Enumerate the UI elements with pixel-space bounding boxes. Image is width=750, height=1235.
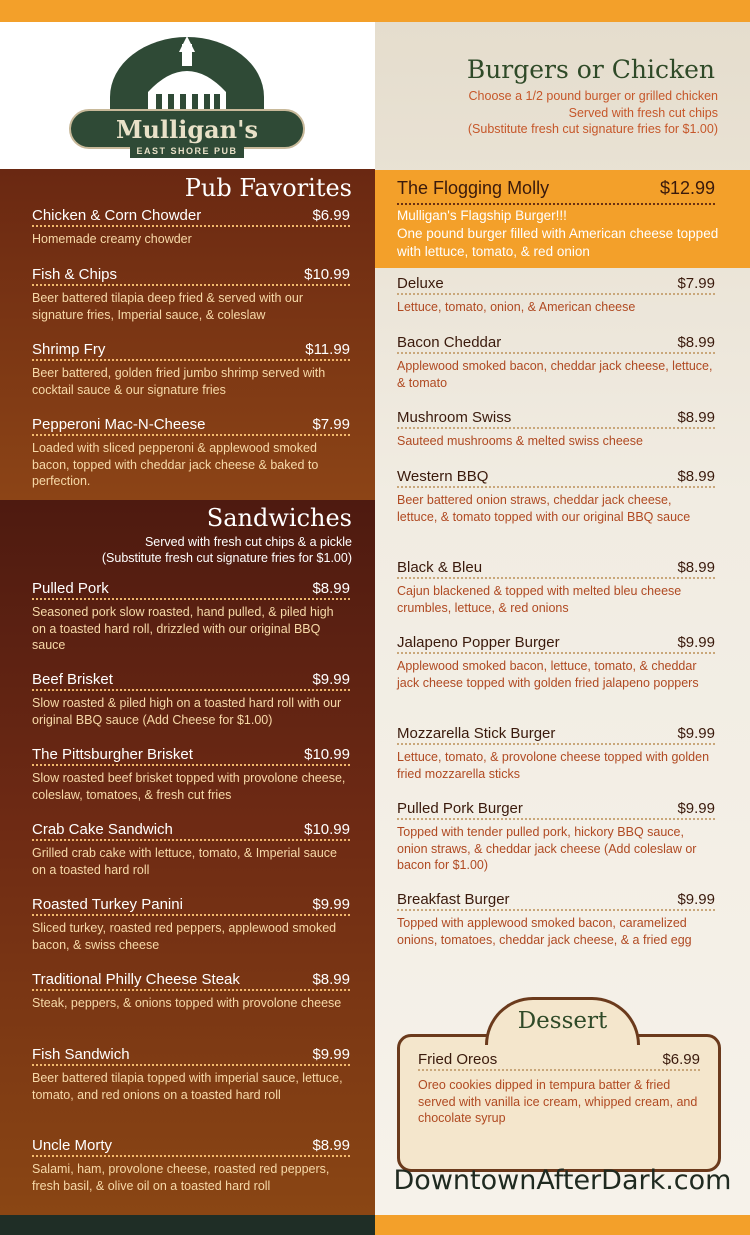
item-description: Lettuce, tomato, & provolone cheese topped with golden fried mozzarella sticks	[397, 750, 710, 781]
menu-item	[32, 341, 350, 398]
logo-tagline: EAST SHORE PUB	[136, 146, 238, 156]
item-description: Loaded with sliced pepperoni & applewood smoked bacon, topped with cheddar jack cheese & baked to perfection.	[32, 441, 319, 488]
menu-item	[397, 891, 715, 948]
item-description: Salami, ham, provolone cheese, roasted red peppers, fresh basil, & olive oil on a toasted hard roll	[32, 1162, 330, 1193]
item-name: Deluxe	[397, 275, 444, 292]
featured-burger	[375, 170, 750, 268]
burgers-title: Burgers or Chicken	[466, 55, 715, 84]
item-name: Pulled Pork	[32, 580, 109, 597]
item-price: $10.99	[304, 266, 350, 283]
item-description: Beer battered tilapia deep fried & served with our signature fries, Imperial sauce, & coleslaw	[32, 291, 303, 322]
item-description: Lettuce, tomato, onion, & American cheese	[397, 300, 636, 314]
item-price: $10.99	[304, 746, 350, 763]
item-price: $9.99	[312, 671, 350, 688]
featured-price: $12.99	[659, 178, 715, 198]
menu-item	[32, 416, 350, 490]
item-price: $9.99	[677, 800, 715, 817]
item-price: $7.99	[677, 275, 715, 292]
menu-item	[32, 207, 350, 248]
dessert-price: $6.99	[662, 1051, 700, 1068]
menu-item	[397, 409, 715, 450]
pub-favorites-section	[0, 169, 375, 500]
right-column	[375, 22, 750, 1215]
item-description: Cajun blackened & topped with melted bleu cheese crumbles, lettuce, & red onions	[397, 584, 682, 615]
item-name: Chicken & Corn Chowder	[32, 207, 202, 224]
item-name: Crab Cake Sandwich	[32, 821, 173, 838]
item-description: Grilled crab cake with lettuce, tomato, & Imperial sauce on a toasted hard roll	[32, 846, 337, 877]
item-name: Beef Brisket	[32, 671, 113, 688]
item-description: Topped with tender pulled pork, hickory BBQ sauce, onion straws, & cheddar jack cheese (Add coleslaw or bacon for $1.00)	[397, 825, 697, 872]
item-name: The Pittsburgher Brisket	[32, 746, 193, 763]
item-price: $8.99	[677, 468, 715, 485]
menu-item	[32, 746, 350, 803]
featured-name: The Flogging Molly	[397, 178, 550, 198]
item-name: Western BBQ	[397, 468, 489, 485]
item-price: $9.99	[312, 1046, 350, 1063]
top-accent-bar-left	[0, 0, 375, 22]
top-accent-bar-right	[375, 0, 750, 22]
item-description: Homemade creamy chowder	[32, 232, 192, 246]
item-price: $8.99	[677, 559, 715, 576]
item-description: Applewood smoked bacon, lettuce, tomato, & cheddar jack cheese topped with golden fried jalapeno poppers	[397, 659, 699, 690]
item-price: $10.99	[304, 821, 350, 838]
logo-area	[0, 22, 375, 169]
dessert-title: Dessert	[517, 1008, 608, 1034]
item-name: Mozzarella Stick Burger	[397, 725, 556, 742]
dessert-tab	[485, 997, 640, 1045]
item-price: $9.99	[677, 634, 715, 651]
sandwiches-section	[0, 500, 375, 1215]
item-price: $9.99	[677, 725, 715, 742]
item-description: Steak, peppers, & onions topped with provolone cheese	[32, 996, 342, 1010]
item-price: $11.99	[305, 341, 350, 358]
item-price: $8.99	[312, 1137, 350, 1154]
item-name: Roasted Turkey Panini	[32, 896, 183, 913]
menu-item	[32, 1046, 350, 1103]
featured-divider	[397, 203, 715, 205]
menu-item	[32, 821, 350, 878]
logo-name: Mulligan's	[115, 115, 258, 144]
pub-favorites-title: Pub Favorites	[184, 174, 352, 202]
item-description: Applewood smoked bacon, cheddar jack cheese, lettuce, & tomato	[397, 359, 713, 390]
item-price: $7.99	[312, 416, 350, 433]
item-description: Topped with applewood smoked bacon, caramelized onions, tomatoes, cheddar jack cheese, & a fried egg	[397, 916, 692, 947]
item-name: Fish Sandwich	[32, 1046, 130, 1063]
item-name: Fish & Chips	[32, 266, 118, 283]
sandwiches-title: Sandwiches	[206, 504, 352, 532]
menu-item	[32, 971, 350, 1012]
item-name: Pepperoni Mac-N-Cheese	[32, 416, 206, 433]
burgers-notes	[468, 88, 718, 138]
menu-item	[32, 896, 350, 953]
item-name: Bacon Cheddar	[397, 334, 502, 351]
item-price: $8.99	[677, 409, 715, 426]
burgers-note-2: Served with fresh cut chips	[568, 105, 718, 120]
bottom-accent-bar-right	[375, 1215, 750, 1235]
dessert-name: Fried Oreos	[418, 1051, 498, 1068]
item-name: Jalapeno Popper Burger	[397, 634, 560, 651]
sandwiches-note: Served with fresh cut chips & a pickle	[144, 535, 352, 549]
burgers-note-3: (Substitute fresh cut signature fries for $1.00)	[467, 122, 718, 136]
featured-detail: One pound burger filled with American cheese topped with lettuce, tomato, & red onion	[397, 226, 719, 259]
menu-item	[32, 671, 350, 728]
website-link[interactable]: DowntownAfterDark.com	[393, 1165, 732, 1196]
item-price: $8.99	[677, 334, 715, 351]
menu-item	[397, 725, 715, 782]
menu-item	[397, 275, 715, 316]
item-description: Slow roasted & piled high on a toasted hard roll with our original BBQ sauce (Add Cheese for $1.00)	[32, 696, 342, 727]
menu-item	[32, 1137, 350, 1194]
item-name: Black & Bleu	[397, 559, 483, 576]
sandwiches-substitute-note: (Substitute fresh cut signature fries for $1.00)	[101, 551, 352, 565]
item-price: $6.99	[312, 207, 350, 224]
menu-item	[397, 800, 715, 874]
item-name: Uncle Morty	[32, 1137, 113, 1154]
item-description: Beer battered tilapia topped with imperial sauce, lettuce, tomato, and red onions on a toasted hard roll	[32, 1071, 343, 1102]
item-description: Beer battered, golden fried jumbo shrimp served with cocktail sauce & our signature fries	[32, 366, 326, 397]
item-description: Sliced turkey, roasted red peppers, applewood smoked bacon, & swiss cheese	[32, 921, 337, 952]
item-name: Traditional Philly Cheese Steak	[32, 971, 240, 988]
menu-item	[397, 468, 715, 525]
dessert-item-header	[418, 1051, 700, 1071]
left-column	[0, 169, 375, 1215]
menu-item	[397, 559, 715, 616]
dessert-box	[397, 1008, 721, 1172]
menu-item	[397, 634, 715, 691]
item-name: Pulled Pork Burger	[397, 800, 523, 817]
menu-item	[32, 580, 350, 654]
featured-description	[397, 207, 727, 261]
item-name: Mushroom Swiss	[397, 409, 512, 426]
bottom-accent-bar-left	[0, 1215, 375, 1235]
burgers-note-1: Choose a 1/2 pound burger or grilled chicken	[468, 89, 718, 103]
item-description: Beer battered onion straws, cheddar jack cheese, lettuce, & tomato topped with our original BBQ sauce	[397, 493, 691, 524]
menu-item	[32, 266, 350, 323]
dessert-description: Oreo cookies dipped in tempura batter & fried served with vanilla ice cream, whipped cream, and chocolate syrup	[418, 1078, 698, 1125]
featured-tagline: Mulligan's Flagship Burger!!!	[397, 208, 567, 223]
item-name: Shrimp Fry	[32, 341, 106, 358]
item-price: $9.99	[312, 896, 350, 913]
item-price: $8.99	[312, 971, 350, 988]
item-price: $8.99	[312, 580, 350, 597]
item-price: $9.99	[677, 891, 715, 908]
item-description: Slow roasted beef brisket topped with provolone cheese, coleslaw, tomatoes, & fresh cut fries	[32, 771, 346, 802]
menu-item	[397, 334, 715, 391]
item-description: Sauteed mushrooms & melted swiss cheese	[397, 434, 643, 448]
item-name: Breakfast Burger	[397, 891, 510, 908]
item-description: Seasoned pork slow roasted, hand pulled, & piled high on a toasted hard roll, drizzled with our original BBQ sauce	[32, 605, 334, 652]
